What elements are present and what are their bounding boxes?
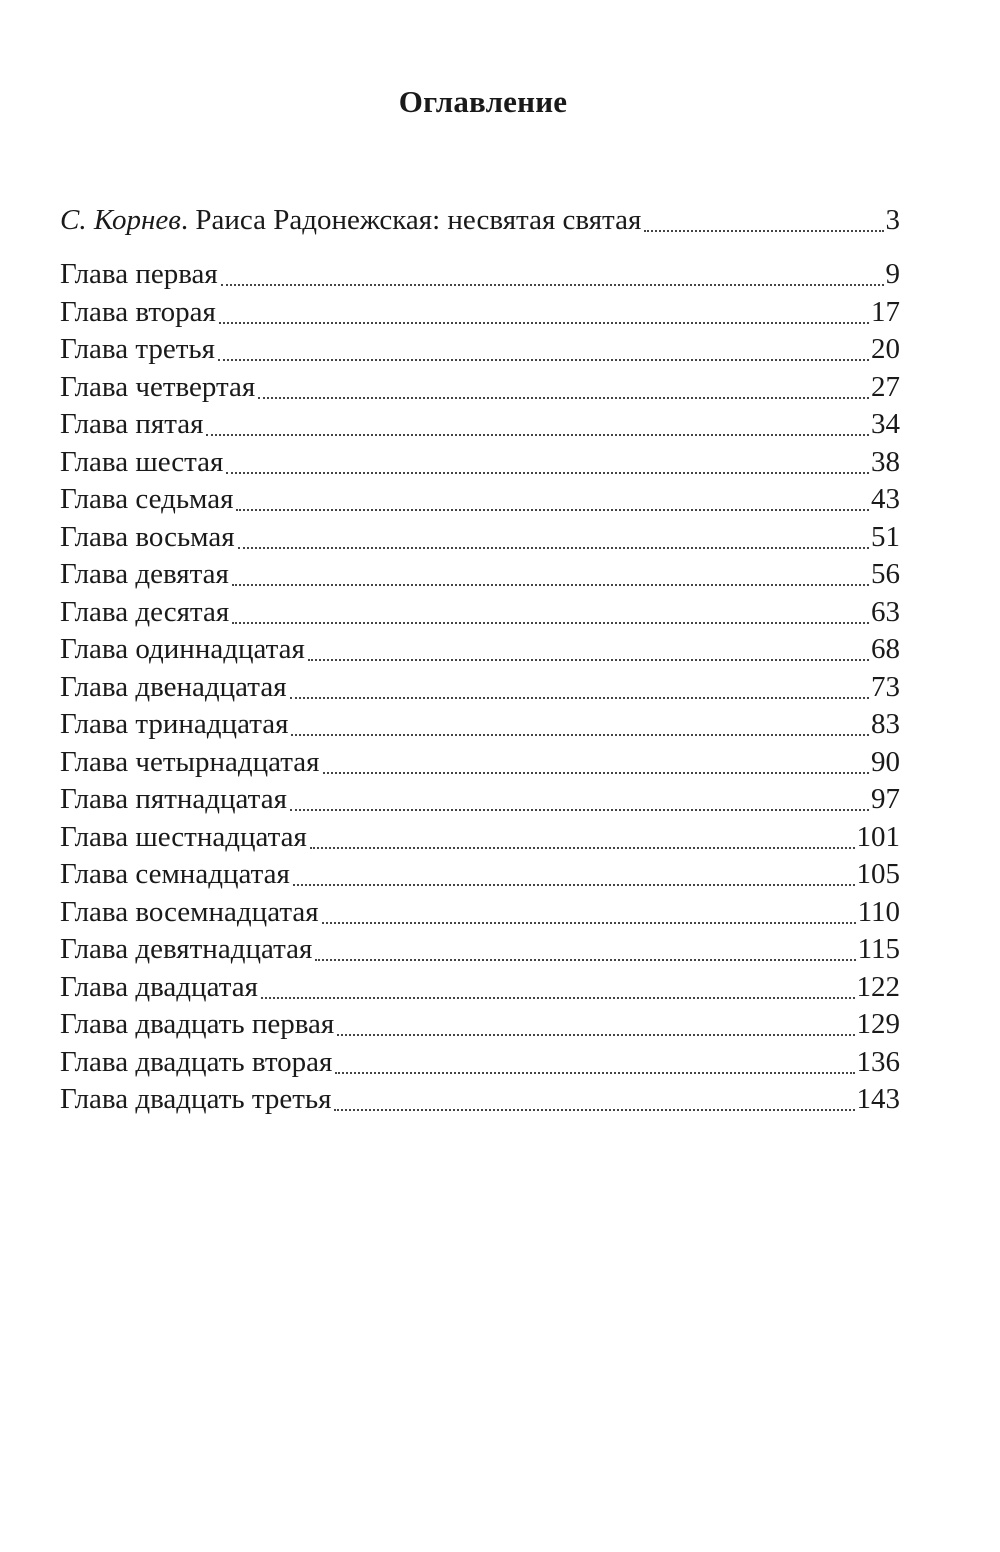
toc-entry-label: Глава двадцать вторая	[60, 1045, 333, 1078]
dot-leader	[219, 322, 869, 324]
toc-entry-label: Глава двадцать первая	[60, 1008, 335, 1040]
dot-leader	[218, 359, 869, 361]
dot-leader	[261, 997, 855, 999]
toc-entry-label: Глава шестая	[60, 445, 224, 478]
dot-leader	[232, 584, 869, 586]
dot-leader	[334, 1109, 854, 1111]
toc-entry-label: Глава двадцать третья	[60, 1083, 332, 1115]
dot-leader	[290, 809, 869, 811]
toc-entry-page: 73	[871, 670, 900, 703]
dot-leader	[335, 1072, 854, 1074]
toc-entry-page: 90	[871, 745, 900, 778]
toc-entry-page: 56	[871, 558, 900, 590]
toc-entry[interactable]	[60, 669, 900, 705]
toc-entry[interactable]	[60, 819, 900, 855]
dot-leader	[291, 734, 869, 736]
toc-entry-page: 27	[871, 370, 900, 403]
toc-entry-label: Глава десятая	[60, 595, 230, 628]
toc-entry-page: 20	[871, 333, 900, 365]
toc-entry-label: Глава восемнадцатая	[60, 895, 319, 928]
dot-leader	[232, 622, 869, 624]
dot-leader	[310, 847, 855, 849]
toc-entry[interactable]	[60, 1006, 900, 1042]
dot-leader	[322, 922, 856, 924]
toc-entry-page: 38	[871, 445, 900, 478]
toc-entry-label: Глава двенадцатая	[60, 670, 287, 703]
dot-leader	[221, 284, 884, 286]
toc-entry-label: Глава семнадцатая	[60, 858, 290, 890]
table-of-contents	[60, 0, 900, 1552]
toc-entry[interactable]	[60, 706, 900, 742]
toc-entry-page: 68	[871, 633, 900, 665]
toc-entry[interactable]	[60, 519, 900, 555]
toc-entry-label: Глава четвертая	[60, 370, 256, 403]
toc-entry[interactable]	[60, 594, 900, 630]
toc-entry[interactable]	[60, 894, 900, 930]
dot-leader	[323, 772, 870, 774]
dot-leader	[290, 697, 869, 699]
toc-entry-label: Глава шестнадцатая	[60, 820, 307, 853]
toc-entry[interactable]	[60, 1081, 900, 1117]
toc-entry-page: 122	[856, 970, 900, 1003]
toc-entry-page: 97	[871, 783, 900, 815]
dot-leader	[644, 230, 883, 232]
dot-leader	[308, 659, 869, 661]
toc-entry-page: 9	[885, 258, 900, 290]
toc-entry[interactable]	[60, 744, 900, 780]
toc-entry-page: 110	[857, 895, 900, 928]
toc-entry[interactable]	[60, 931, 900, 967]
toc-entry[interactable]	[60, 481, 900, 517]
toc-entry-label: Глава четырнадцатая	[60, 745, 320, 778]
toc-entry[interactable]	[60, 256, 900, 292]
toc-entry[interactable]	[60, 1044, 900, 1080]
toc-entry[interactable]	[60, 294, 900, 330]
dot-leader	[258, 397, 869, 399]
toc-entry[interactable]	[60, 556, 900, 592]
toc-entry-label: Глава двадцатая	[60, 970, 258, 1003]
toc-entry-page: 17	[871, 295, 900, 328]
toc-entry-intro[interactable]	[60, 202, 900, 238]
toc-entry-label: Глава седьмая	[60, 483, 234, 515]
dot-leader	[226, 472, 869, 474]
toc-entry[interactable]	[60, 331, 900, 367]
toc-entry-label: Глава третья	[60, 333, 215, 365]
toc-entry-label: Глава первая	[60, 258, 218, 290]
toc-entry-page: 136	[856, 1045, 900, 1078]
toc-entry-label	[60, 202, 641, 238]
toc-entry-label: Глава девятая	[60, 558, 229, 590]
toc-entry-label: Глава тринадцатая	[60, 708, 289, 740]
toc-entry-page: 129	[856, 1008, 900, 1040]
toc-entry-page: 43	[871, 483, 900, 515]
toc-entry[interactable]	[60, 856, 900, 892]
toc-entry-label: Глава пятая	[60, 408, 204, 440]
toc-entry[interactable]	[60, 969, 900, 1005]
toc-entry-page: 63	[871, 595, 900, 628]
toc-entry-label: Глава пятнадцатая	[60, 783, 287, 815]
toc-entry-author: С. Корнев	[60, 204, 181, 236]
dot-leader	[238, 547, 869, 549]
toc-entry[interactable]	[60, 631, 900, 667]
toc-entry-page: 101	[856, 820, 900, 853]
dot-leader	[315, 959, 855, 961]
toc-entry-page: 83	[871, 708, 900, 740]
page-title: Оглавление	[398, 84, 568, 119]
dot-leader	[206, 434, 869, 436]
toc-entry-label: Глава одиннадцатая	[60, 633, 305, 665]
toc-entry-page: 51	[871, 520, 900, 553]
toc-entry-page: 3	[885, 204, 900, 236]
toc-entry-page: 105	[856, 858, 900, 890]
toc-entry[interactable]	[60, 444, 900, 480]
toc-entry[interactable]	[60, 369, 900, 405]
dot-leader	[236, 509, 869, 511]
toc-entry-page: 143	[856, 1083, 900, 1115]
toc-entry-label: Глава восьмая	[60, 520, 235, 553]
toc-entry-page: 115	[857, 933, 900, 965]
toc-entry[interactable]	[60, 781, 900, 817]
dot-leader	[293, 884, 855, 886]
toc-entry[interactable]	[60, 406, 900, 442]
toc-entry-title: . Раиса Радонежская: несвятая святая	[180, 204, 642, 236]
toc-entry-label: Глава девятнадцатая	[60, 933, 313, 965]
toc-entry-page: 34	[871, 408, 900, 440]
dot-leader	[337, 1034, 854, 1036]
toc-entry-label: Глава вторая	[60, 295, 216, 328]
